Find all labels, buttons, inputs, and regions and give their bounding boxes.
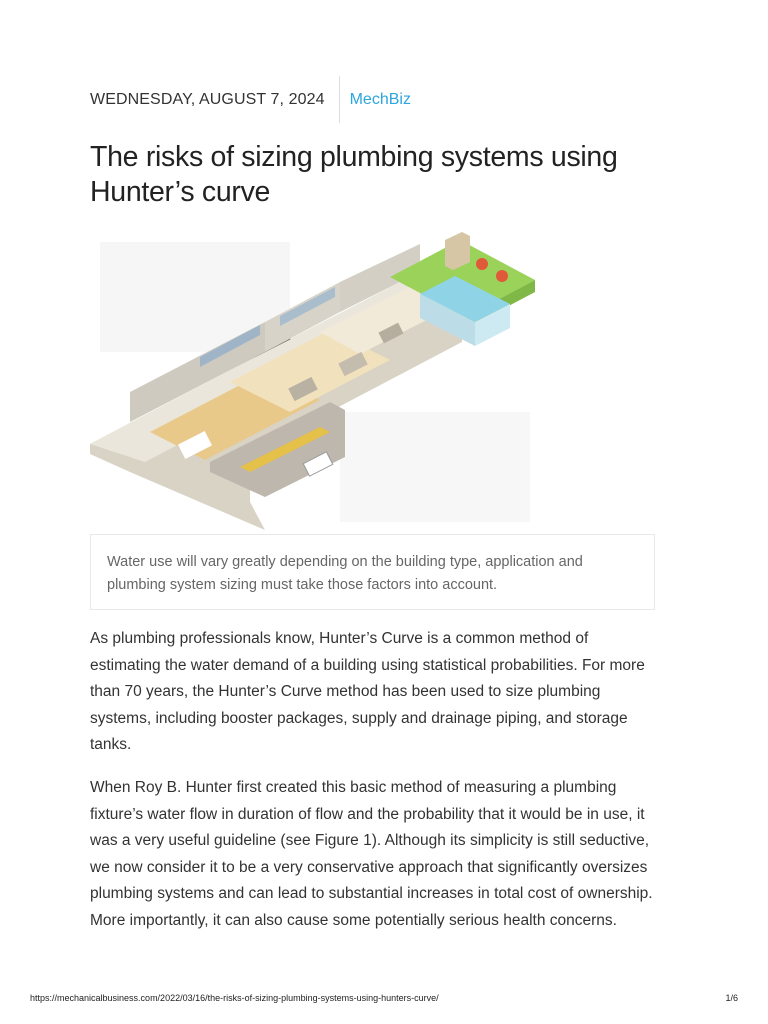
article-figure <box>90 232 540 532</box>
article-body <box>90 626 662 951</box>
article-title: The risks of sizing plumbing systems using Hunter’s curve <box>90 141 618 208</box>
page-number: 1/6 <box>725 993 738 1003</box>
article-meta <box>90 76 411 123</box>
figure-caption-box <box>90 534 655 610</box>
site-link[interactable]: MechBiz <box>349 90 411 108</box>
building-floorplan-illustration <box>90 232 540 532</box>
figure-caption: Water use will vary greatly depending on the building type, application and plumbing system sizing must take those factors into account. <box>107 554 583 593</box>
publish-date: WEDNESDAY, AUGUST 7, 2024 <box>90 90 325 108</box>
paragraph-1: As plumbing professionals know, Hunter’s Curve is a common method of estimating the water demand of a building using statistical probabilities. For more than 70 years, the Hunter’s Curve method has been used to size plumbing systems, including booster packages, supply and drainage piping, and storage tanks. <box>90 630 645 754</box>
paragraph-2: When Roy B. Hunter first created this basic method of measuring a plumbing fixture’s water flow in duration of flow and the probability that it would be in use, it was a very useful guideline (see Figure 1). Although its simplicity is still seductive, we now consider it to be a very conservative approach that significantly oversizes plumbing systems and can lead to substantial increases in total cost of ownership. More importantly, it can also cause some potentially serious health concerns. <box>90 778 653 929</box>
footer-url-link[interactable]: https://mechanicalbusiness.com/2022/03/16/the-risks-of-sizing-plumbing-systems-using-hunters-curve/ <box>30 993 439 1003</box>
